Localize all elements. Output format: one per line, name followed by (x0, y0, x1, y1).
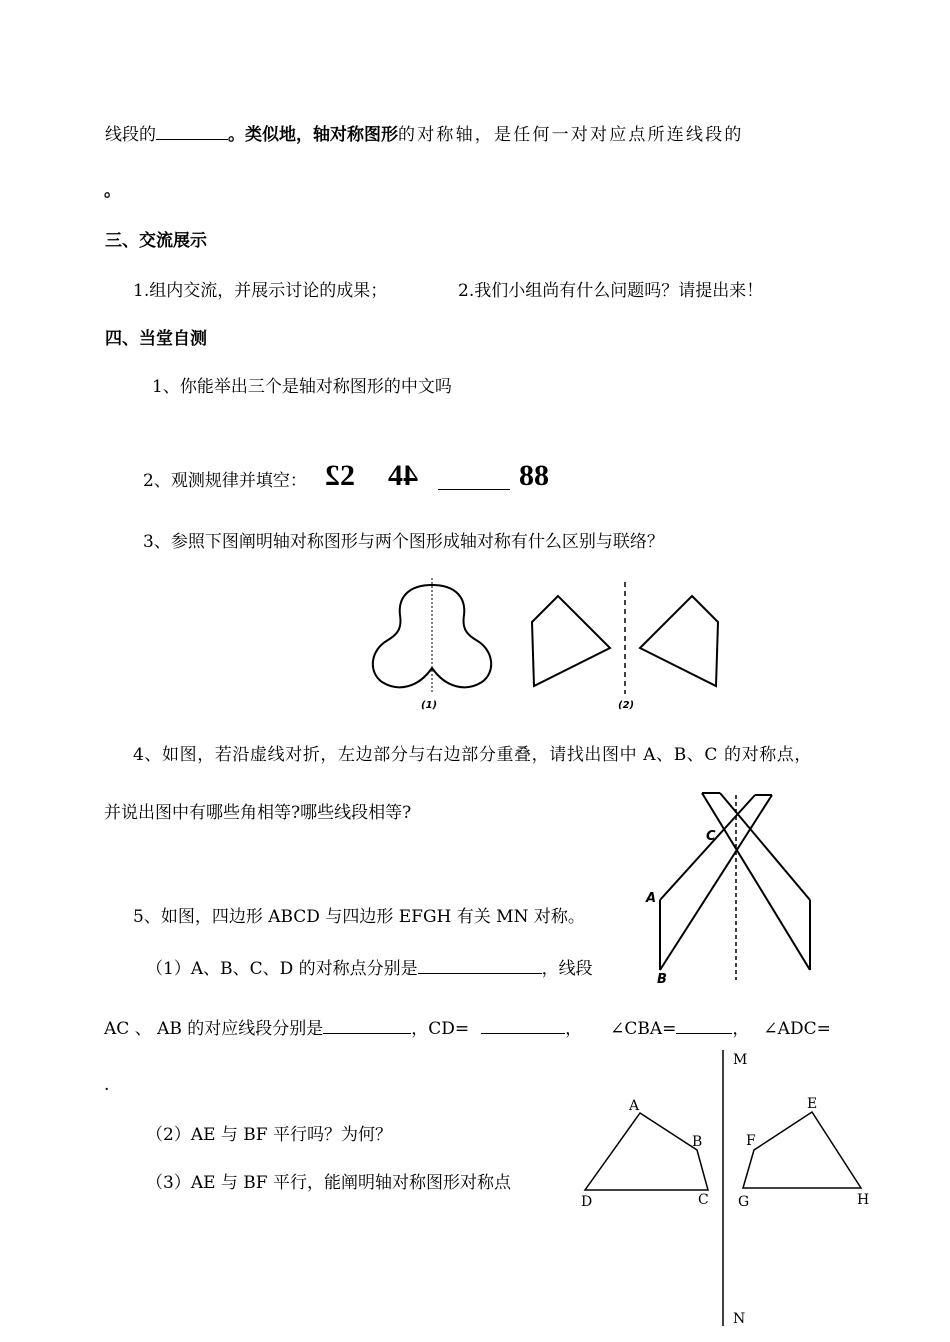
point-label-a: A (646, 891, 657, 906)
point-label-m: M (733, 1052, 748, 1068)
mirrored-digit: 4 (403, 459, 418, 492)
question-5-period: . (104, 1075, 110, 1095)
text-segment: ， (565, 1019, 583, 1039)
text-segment: （1）A、B、C、D 的对称点分别是 (146, 959, 418, 979)
point-label-a: A (629, 1098, 640, 1114)
point-label-e: E (807, 1096, 818, 1112)
text-segment: 的对称轴，是任何一对对应点所连线段的 (398, 125, 744, 145)
point-label-b: B (692, 1134, 703, 1150)
question-1: 1、你能举出三个是轴对称图形的中文吗 (152, 377, 452, 397)
text-segment: ， (732, 1019, 750, 1039)
point-label-d: D (581, 1194, 593, 1210)
point-label-c: C (706, 829, 716, 844)
digit: 2 (340, 459, 355, 492)
point-label-c: C (698, 1192, 709, 1208)
section-title-3: 三、交流展示 (105, 231, 207, 251)
point-label-b: B (657, 972, 667, 987)
text-segment: AC 、 AB 的对应线段分别是 (104, 1019, 324, 1039)
text-segment: ∠ADC= (763, 1019, 831, 1039)
question-5-intro: 5、如图，四边形 ABCD 与四边形 EFGH 有关 MN 对称。 (133, 907, 585, 927)
text-segment: 线段的 (105, 125, 156, 145)
question-3: 3、参照下图阐明轴对称图形与两个图形成轴对称有什么区别与联络？ (143, 532, 664, 552)
question-4-line-1: 4、如图，若沿虚线对折，左边部分与右边部分重叠，请找出图中 A、B、C 的对称点， (133, 745, 812, 765)
figure-label-1: (1) (421, 700, 438, 711)
section-title-4: 四、当堂自测 (105, 329, 207, 349)
text-segment: ∠CBA= (610, 1019, 677, 1039)
text-segment: ，线段 (541, 959, 593, 979)
figure-label-2: (2) (618, 700, 635, 711)
mirrored-digit: 2 (325, 459, 340, 492)
point-label-n: N (733, 1311, 746, 1327)
question-4-line-2: 并说出图中有哪些角相等?哪些线段相等? (104, 803, 412, 823)
question-5-part-2: （2）AE 与 BF 平行吗？为何？ (146, 1125, 393, 1145)
point-label-f: F (746, 1133, 756, 1149)
list-item: 1.组内交流，并展示讨论的成果； (133, 281, 388, 301)
point-label-g: G (738, 1194, 750, 1210)
text-segment: 。类似地， (228, 125, 313, 145)
bold-term: 轴对称图形 (313, 125, 398, 145)
question-2: 2、观测规律并填空： (143, 471, 307, 491)
paragraph-line-2: 。 (104, 181, 121, 201)
text-segment: ，CD= (411, 1019, 470, 1039)
question-5-part-3: （3）AE 与 BF 平行，能阐明轴对称图形对称点 (146, 1173, 512, 1193)
list-item: 2.我们小组尚有什么问题吗？请提出来！ (458, 281, 764, 301)
point-label-h: H (857, 1192, 870, 1208)
quadrilateral-abcd (585, 1113, 708, 1190)
sequence-item-3: 88 (519, 459, 549, 492)
quadrilateral-efgh (743, 1112, 861, 1188)
digit: 4 (388, 459, 403, 492)
